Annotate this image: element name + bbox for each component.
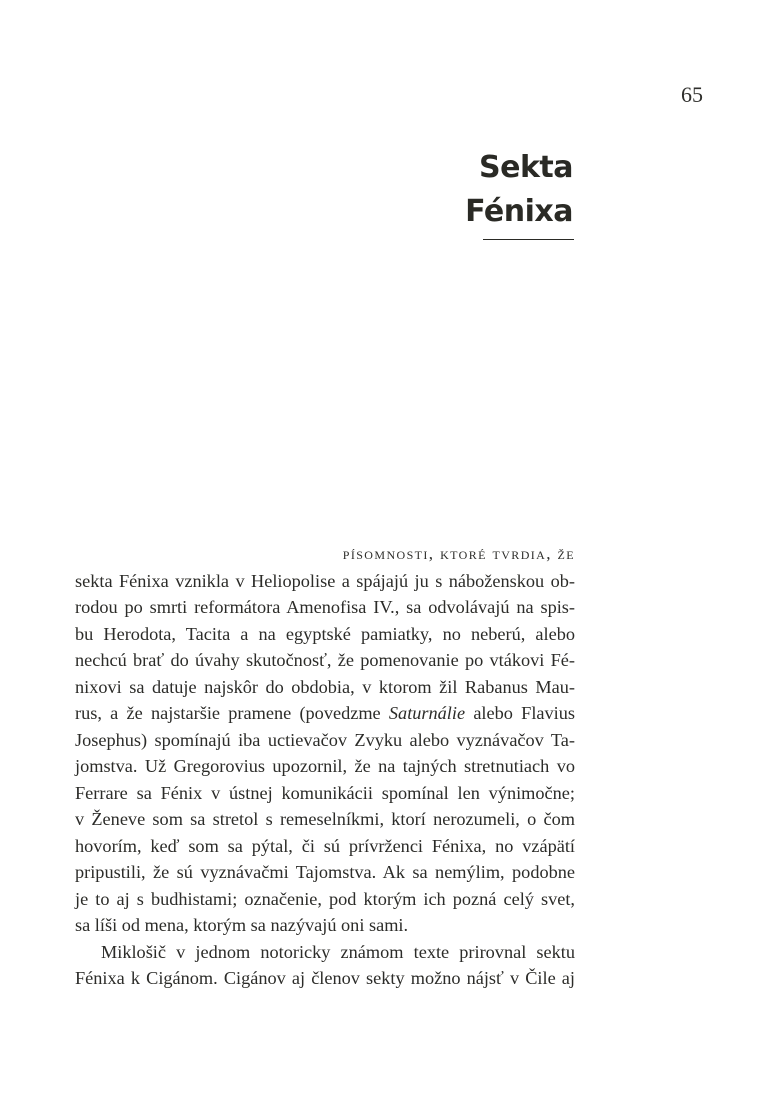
- body-line: pripustili, že sú vyznávačmi Tajomstva. Ak sa nemýlim, podobne: [75, 862, 575, 882]
- body-line: rus, a že najstaršie pramene (povedzme Saturnálie alebo Flavius: [75, 703, 575, 723]
- chapter-title: [465, 146, 573, 234]
- body-text: [75, 540, 575, 992]
- body-line-last: sa líši od mena, ktorým sa nazývajú oni sami.: [75, 915, 409, 935]
- body-line: nechcú brať do úvahy skutočnosť, že pomenovanie po vtákovi Fé-: [75, 650, 575, 670]
- body-line: Miklošič v jednom notoricky známom texte prirovnal sektu: [101, 941, 575, 962]
- body-line: Fénixa k Cigánom. Cigánov aj členov sekty možno nájsť v Čile aj: [75, 968, 575, 988]
- title-underline: [483, 239, 574, 240]
- chapter-title-line-1: Sekta: [479, 150, 573, 185]
- body-line: Josephus) spomínajú iba uctievačov Zvyku alebo vyznávačov Ta-: [75, 729, 575, 750]
- body-line: nixovi sa datuje najskôr do obdobia, v ktorom žil Rabanus Mau-: [75, 676, 575, 697]
- body-line: sekta Fénixa vznikla v Heliopolise a spájajú ju s náboženskou ob-: [75, 570, 575, 591]
- italic-work-title: Saturnálie: [388, 703, 466, 723]
- body-line: rodou po smrti reformátora Amenofisa IV., sa odvolávajú na spis-: [75, 597, 575, 617]
- body-line: v Ženeve som sa stretol s remeselníkmi, ktorí nerozumeli, o čom: [75, 809, 575, 829]
- body-line: bu Herodota, Tacita a na egyptské pamiatky, no neberú, alebo: [75, 623, 575, 644]
- page-number: 65: [681, 82, 703, 107]
- body-line: je to aj s budhistami; označenie, pod ktorým ich pozná celý svet,: [75, 888, 575, 909]
- body-line: Ferrare sa Fénix v ústnej komunikácii spomínal len výnimočne;: [75, 782, 575, 803]
- body-line: hovorím, keď som sa pýtal, či sú prívrženci Fénixa, no vzápätí: [75, 835, 575, 856]
- chapter-title-line-2: Fénixa: [465, 194, 573, 229]
- body-line: jomstva. Už Gregorovius upozornil, že na tajných stretnutiach vo: [75, 756, 575, 776]
- opening-small-caps: písomnosti, ktoré tvrdia, že: [342, 544, 575, 563]
